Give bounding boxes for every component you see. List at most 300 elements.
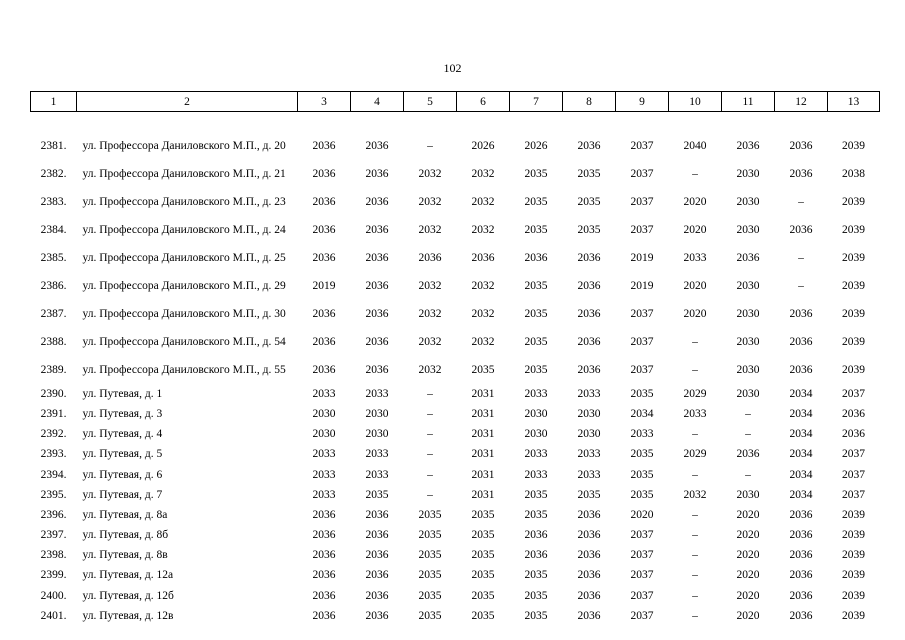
year-cell: 2036: [736, 448, 760, 461]
year-cell: 2039: [842, 195, 865, 208]
column-header: 7: [510, 92, 563, 112]
year-cell: 2032: [418, 223, 442, 236]
year-cell: 2036: [789, 307, 813, 320]
year-cell: 2035: [577, 488, 601, 501]
column-header: 9: [616, 92, 669, 112]
year-cell: 2020: [683, 195, 707, 208]
year-cell: 2036: [312, 195, 336, 208]
year-cell: 2030: [577, 428, 601, 441]
year-cell: 2032: [418, 279, 442, 292]
table-row: [31, 505, 880, 525]
year-cell: 2035: [524, 167, 548, 180]
column-header: 4: [351, 92, 404, 112]
year-cell: –: [692, 468, 698, 481]
year-cell: 2030: [577, 407, 601, 420]
year-cell: 2030: [736, 307, 760, 320]
address-cell: ул. Путевая, д. 12в: [82, 609, 174, 622]
year-cell: 2036: [524, 529, 548, 542]
address-cell: ул. Путевая, д. 1: [82, 387, 163, 400]
year-cell: 2030: [524, 407, 548, 420]
column-header: 8: [563, 92, 616, 112]
year-cell: –: [798, 279, 804, 292]
year-cell: 2036: [789, 569, 813, 582]
year-cell: 2039: [842, 307, 865, 320]
year-cell: –: [692, 609, 698, 622]
year-cell: 2033: [577, 448, 601, 461]
year-cell: 2034: [789, 428, 813, 441]
year-cell: 2033: [312, 488, 336, 501]
table-row: [31, 272, 880, 300]
year-cell: 2031: [471, 407, 495, 420]
year-cell: 2037: [630, 195, 654, 208]
table-row: [31, 586, 880, 606]
year-cell: 2036: [577, 609, 601, 622]
year-cell: 2034: [789, 448, 813, 461]
year-cell: 2039: [842, 549, 865, 562]
year-cell: 2036: [312, 569, 336, 582]
year-cell: 2033: [524, 448, 548, 461]
year-cell: 2020: [736, 589, 760, 602]
column-header: 6: [457, 92, 510, 112]
year-cell: 2031: [471, 428, 495, 441]
year-cell: 2036: [577, 549, 601, 562]
year-cell: 2035: [471, 569, 495, 582]
table-row: [31, 216, 880, 244]
year-cell: 2031: [471, 468, 495, 481]
address-cell: ул. Профессора Даниловского М.П., д. 23: [82, 195, 286, 208]
year-cell: 2036: [365, 589, 389, 602]
year-cell: 2036: [789, 508, 813, 521]
year-cell: 2037: [630, 569, 654, 582]
year-cell: 2036: [577, 279, 601, 292]
year-cell: 2029: [683, 448, 707, 461]
year-cell: 2035: [524, 335, 548, 348]
year-cell: 2020: [683, 307, 707, 320]
year-cell: 2019: [312, 279, 336, 292]
year-cell: 2036: [577, 139, 601, 152]
spacer-row: [31, 112, 880, 132]
row-number: 2388.: [40, 335, 67, 348]
year-cell: 2036: [365, 251, 389, 264]
year-cell: 2033: [365, 387, 389, 400]
row-number: 2381.: [40, 139, 67, 152]
year-cell: 2035: [524, 569, 548, 582]
year-cell: 2036: [365, 279, 389, 292]
year-cell: –: [427, 468, 433, 481]
year-cell: 2035: [471, 549, 495, 562]
address-cell: ул. Профессора Даниловского М.П., д. 54: [82, 335, 286, 348]
row-number: 2401.: [40, 609, 67, 622]
year-cell: 2035: [524, 279, 548, 292]
year-cell: –: [798, 195, 804, 208]
year-cell: 2036: [418, 251, 442, 264]
address-cell: ул. Путевая, д. 8а: [82, 508, 168, 521]
year-cell: –: [692, 549, 698, 562]
year-cell: 2020: [736, 529, 760, 542]
year-cell: 2034: [789, 468, 813, 481]
year-cell: 2037: [842, 387, 865, 400]
year-cell: 2036: [789, 363, 813, 376]
year-cell: 2036: [577, 363, 601, 376]
address-cell: ул. Путевая, д. 12а: [82, 569, 174, 582]
table-row: [31, 404, 880, 424]
address-cell: ул. Путевая, д. 5: [82, 448, 163, 461]
year-cell: 2036: [789, 139, 813, 152]
year-cell: 2030: [736, 335, 760, 348]
year-cell: 2033: [524, 468, 548, 481]
column-header: 13: [828, 92, 880, 112]
year-cell: –: [427, 407, 433, 420]
address-cell: ул. Профессора Даниловского М.П., д. 30: [82, 307, 286, 320]
table-row: [31, 606, 880, 626]
table-row: [31, 545, 880, 565]
year-cell: 2036: [312, 139, 336, 152]
year-cell: 2033: [683, 251, 707, 264]
year-cell: 2032: [418, 167, 442, 180]
year-cell: 2033: [577, 387, 601, 400]
year-cell: –: [427, 488, 433, 501]
address-cell: ул. Путевая, д. 6: [82, 468, 163, 481]
table-row: [31, 464, 880, 484]
year-cell: 2036: [577, 569, 601, 582]
year-cell: 2036: [312, 335, 336, 348]
year-cell: 2032: [471, 223, 495, 236]
year-cell: 2036: [312, 609, 336, 622]
year-cell: 2026: [524, 139, 548, 152]
table-row: [31, 565, 880, 585]
year-cell: 2036: [365, 363, 389, 376]
year-cell: 2033: [577, 468, 601, 481]
table-row: [31, 188, 880, 216]
year-cell: 2031: [471, 387, 495, 400]
year-cell: 2030: [312, 407, 336, 420]
row-number: 2394.: [40, 468, 67, 481]
year-cell: 2040: [683, 139, 707, 152]
year-cell: 2030: [365, 428, 389, 441]
year-cell: 2031: [471, 448, 495, 461]
row-number: 2385.: [40, 251, 67, 264]
data-table: [30, 91, 880, 626]
year-cell: 2019: [630, 251, 654, 264]
year-cell: 2035: [471, 529, 495, 542]
year-cell: 2036: [365, 195, 389, 208]
year-cell: –: [692, 428, 698, 441]
year-cell: 2037: [630, 529, 654, 542]
year-cell: 2036: [312, 363, 336, 376]
year-cell: 2036: [842, 428, 865, 441]
year-cell: 2039: [842, 223, 865, 236]
year-cell: 2020: [630, 508, 654, 521]
year-cell: 2036: [365, 569, 389, 582]
year-cell: 2033: [312, 468, 336, 481]
year-cell: 2039: [842, 508, 865, 521]
row-number: 2384.: [40, 223, 67, 236]
year-cell: 2035: [471, 508, 495, 521]
year-cell: –: [798, 251, 804, 264]
year-cell: 2036: [312, 251, 336, 264]
year-cell: 2035: [418, 569, 442, 582]
year-cell: 2035: [630, 387, 654, 400]
year-cell: 2030: [736, 223, 760, 236]
year-cell: 2030: [736, 363, 760, 376]
year-cell: 2033: [365, 448, 389, 461]
year-cell: 2032: [471, 195, 495, 208]
year-cell: 2035: [524, 307, 548, 320]
year-cell: 2039: [842, 609, 865, 622]
column-header: 1: [31, 92, 77, 112]
year-cell: 2035: [524, 223, 548, 236]
row-number: 2386.: [40, 279, 67, 292]
year-cell: 2030: [736, 167, 760, 180]
year-cell: 2036: [524, 251, 548, 264]
column-header: 10: [669, 92, 722, 112]
row-number: 2395.: [40, 488, 67, 501]
year-cell: 2035: [418, 589, 442, 602]
year-cell: 2032: [471, 307, 495, 320]
row-number: 2387.: [40, 307, 67, 320]
year-cell: 2037: [630, 307, 654, 320]
year-cell: –: [692, 589, 698, 602]
year-cell: 2035: [577, 223, 601, 236]
row-number: 2399.: [40, 569, 67, 582]
year-cell: 2036: [789, 167, 813, 180]
year-cell: 2033: [312, 448, 336, 461]
year-cell: 2036: [789, 335, 813, 348]
year-cell: 2036: [365, 529, 389, 542]
column-header: 12: [775, 92, 828, 112]
year-cell: 2036: [577, 508, 601, 521]
year-cell: 2031: [471, 488, 495, 501]
year-cell: 2037: [842, 448, 865, 461]
row-number: 2392.: [40, 428, 67, 441]
row-number: 2398.: [40, 549, 67, 562]
year-cell: 2035: [630, 488, 654, 501]
table-row: [31, 356, 880, 384]
year-cell: 2035: [577, 167, 601, 180]
year-cell: 2036: [312, 223, 336, 236]
year-cell: 2036: [577, 335, 601, 348]
column-header: 3: [298, 92, 351, 112]
year-cell: 2036: [312, 529, 336, 542]
year-cell: 2032: [418, 307, 442, 320]
address-cell: ул. Путевая, д. 7: [82, 488, 163, 501]
year-cell: 2020: [736, 508, 760, 521]
year-cell: 2030: [736, 387, 760, 400]
year-cell: 2032: [683, 488, 707, 501]
year-cell: 2033: [630, 428, 654, 441]
row-number: 2393.: [40, 448, 67, 461]
table-row: [31, 160, 880, 188]
year-cell: 2035: [630, 448, 654, 461]
year-cell: 2036: [365, 335, 389, 348]
year-cell: 2037: [630, 589, 654, 602]
year-cell: 2036: [789, 609, 813, 622]
address-cell: ул. Профессора Даниловского М.П., д. 29: [82, 279, 286, 292]
column-header: 5: [404, 92, 457, 112]
year-cell: –: [427, 139, 433, 152]
year-cell: 2032: [418, 363, 442, 376]
year-cell: 2030: [524, 428, 548, 441]
table-row: [31, 525, 880, 545]
year-cell: 2036: [789, 549, 813, 562]
address-cell: ул. Путевая, д. 4: [82, 428, 163, 441]
year-cell: 2036: [365, 139, 389, 152]
year-cell: –: [427, 387, 433, 400]
year-cell: 2035: [577, 195, 601, 208]
year-cell: 2036: [365, 223, 389, 236]
table-row: [31, 244, 880, 272]
table-row: [31, 132, 880, 160]
year-cell: 2036: [577, 251, 601, 264]
year-cell: 2033: [365, 468, 389, 481]
year-cell: –: [692, 529, 698, 542]
year-cell: –: [745, 428, 751, 441]
year-cell: 2037: [630, 609, 654, 622]
year-cell: 2035: [418, 529, 442, 542]
year-cell: 2037: [630, 139, 654, 152]
year-cell: 2039: [842, 279, 865, 292]
year-cell: 2035: [418, 549, 442, 562]
year-cell: 2030: [736, 279, 760, 292]
table-row: [31, 424, 880, 444]
year-cell: 2035: [471, 363, 495, 376]
row-number: 2397.: [40, 529, 67, 542]
table-row: [31, 384, 880, 404]
year-cell: 2036: [365, 167, 389, 180]
year-cell: 2039: [842, 363, 865, 376]
year-cell: 2030: [365, 407, 389, 420]
year-cell: 2035: [524, 363, 548, 376]
year-cell: 2036: [312, 508, 336, 521]
row-number: 2382.: [40, 167, 67, 180]
table-row: [31, 485, 880, 505]
year-cell: 2035: [365, 488, 389, 501]
year-cell: –: [745, 407, 751, 420]
year-cell: –: [692, 335, 698, 348]
row-number: 2390.: [40, 387, 67, 400]
year-cell: 2035: [524, 488, 548, 501]
year-cell: 2029: [683, 387, 707, 400]
year-cell: 2037: [630, 363, 654, 376]
year-cell: 2036: [312, 589, 336, 602]
row-number: 2400.: [40, 589, 67, 602]
year-cell: 2026: [471, 139, 495, 152]
year-cell: 2030: [736, 488, 760, 501]
year-cell: 2036: [577, 529, 601, 542]
year-cell: –: [692, 167, 698, 180]
year-cell: 2036: [736, 139, 760, 152]
year-cell: 2039: [842, 251, 865, 264]
year-cell: 2032: [471, 167, 495, 180]
year-cell: 2036: [312, 167, 336, 180]
year-cell: 2036: [789, 223, 813, 236]
year-cell: 2035: [524, 609, 548, 622]
year-cell: 2034: [630, 407, 654, 420]
year-cell: 2037: [630, 335, 654, 348]
year-cell: 2036: [736, 251, 760, 264]
year-cell: 2035: [630, 468, 654, 481]
year-cell: 2036: [365, 307, 389, 320]
year-cell: 2035: [471, 589, 495, 602]
year-cell: 2037: [630, 549, 654, 562]
year-cell: 2037: [842, 468, 865, 481]
year-cell: 2035: [418, 609, 442, 622]
address-cell: ул. Профессора Даниловского М.П., д. 20: [82, 139, 286, 152]
header-row: [31, 92, 880, 112]
year-cell: 2019: [630, 279, 654, 292]
year-cell: 2020: [683, 279, 707, 292]
year-cell: 2032: [471, 335, 495, 348]
row-number: 2383.: [40, 195, 67, 208]
year-cell: 2036: [312, 549, 336, 562]
year-cell: –: [745, 468, 751, 481]
year-cell: 2032: [418, 195, 442, 208]
year-cell: 2036: [312, 307, 336, 320]
table-row: [31, 300, 880, 328]
year-cell: 2034: [789, 387, 813, 400]
year-cell: 2036: [789, 529, 813, 542]
year-cell: 2036: [365, 549, 389, 562]
year-cell: –: [427, 428, 433, 441]
year-cell: 2037: [842, 488, 865, 501]
table-body: [31, 112, 880, 626]
address-cell: ул. Профессора Даниловского М.П., д. 25: [82, 251, 286, 264]
year-cell: 2033: [312, 387, 336, 400]
year-cell: 2036: [577, 307, 601, 320]
year-cell: 2037: [630, 167, 654, 180]
year-cell: –: [692, 508, 698, 521]
address-cell: ул. Путевая, д. 12б: [82, 589, 174, 602]
year-cell: 2036: [365, 609, 389, 622]
table-row: [31, 444, 880, 464]
year-cell: 2030: [736, 195, 760, 208]
page-number: 102: [443, 61, 462, 75]
year-cell: –: [692, 363, 698, 376]
year-cell: 2020: [736, 549, 760, 562]
year-cell: 2039: [842, 569, 865, 582]
year-cell: –: [427, 448, 433, 461]
year-cell: 2039: [842, 589, 865, 602]
year-cell: 2039: [842, 529, 865, 542]
row-number: 2389.: [40, 363, 67, 376]
year-cell: 2033: [524, 387, 548, 400]
year-cell: 2036: [524, 549, 548, 562]
year-cell: 2036: [789, 589, 813, 602]
year-cell: 2038: [842, 167, 865, 180]
year-cell: 2035: [418, 508, 442, 521]
year-cell: 2036: [365, 508, 389, 521]
year-cell: 2036: [577, 589, 601, 602]
address-cell: ул. Профессора Даниловского М.П., д. 24: [82, 223, 286, 236]
address-cell: ул. Профессора Даниловского М.П., д. 55: [82, 363, 286, 376]
year-cell: 2036: [471, 251, 495, 264]
year-cell: 2035: [471, 609, 495, 622]
year-cell: 2035: [524, 589, 548, 602]
year-cell: 2039: [842, 335, 865, 348]
year-cell: 2037: [630, 223, 654, 236]
year-cell: 2039: [842, 139, 865, 152]
year-cell: 2020: [736, 609, 760, 622]
row-number: 2396.: [40, 508, 67, 521]
row-number: 2391.: [40, 407, 67, 420]
year-cell: 2020: [683, 223, 707, 236]
year-cell: 2020: [736, 569, 760, 582]
year-cell: 2036: [842, 407, 865, 420]
year-cell: 2035: [524, 195, 548, 208]
year-cell: 2033: [683, 407, 707, 420]
column-header: 11: [722, 92, 775, 112]
address-cell: ул. Путевая, д. 8в: [82, 549, 168, 562]
